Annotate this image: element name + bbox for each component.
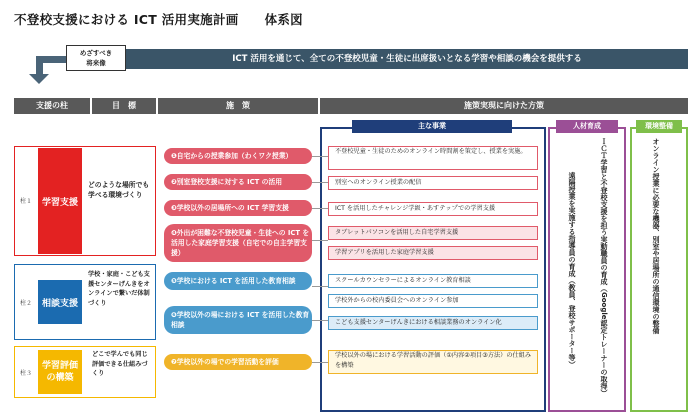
- project-6: スクールカウンセラーによるオンライン教育相談: [328, 274, 538, 288]
- goal-label-box: [66, 45, 126, 71]
- project-8: こども支援センターげんきにおける相談業務のオンライン化: [328, 316, 538, 330]
- header-policy: 施策実現に向けた方策: [320, 98, 688, 114]
- title-main: 不登校支援における ICT 活用実施計画: [14, 12, 239, 27]
- hr-text-2: 遠隔授業を実施する指導員の育成（教員、登校サポーター等）: [568, 172, 576, 368]
- header-target: 目 標: [92, 98, 156, 114]
- goal-label-line2: 将来像: [86, 59, 106, 67]
- pillar1-frame: [14, 146, 156, 256]
- connector-5: [312, 286, 328, 287]
- header-measures: 施 策: [158, 98, 318, 114]
- connector-6: [312, 320, 328, 321]
- project-9: 学校以外の場における学習活動の評価（①内容②項目③方法）の仕組みを構築: [328, 350, 538, 374]
- goal-statement: ICT 活用を通じて、全ての不登校児童・生徒に出席扱いとなる学習や相談の機会を提供する: [126, 49, 688, 69]
- measure-5: ❺学校における ICT を活用した教育相談: [164, 272, 312, 290]
- header-pillar: 支援の柱: [14, 98, 90, 114]
- pillar3-target: どこで学んでも同じ評価できる仕組みづくり: [92, 351, 148, 377]
- env-text: オンライン授業に必要な機器、別室や居場所の通信環境の整備: [652, 138, 660, 334]
- measure-4: ❹外出が困難な不登校児童・生徒への ICT を活用した家庭学習支援（自宅での自主学習支援）: [164, 224, 312, 262]
- measure-6: ❻学校以外の場における ICT を活用した教育相談: [164, 306, 312, 334]
- project-7: 学校外からの校内委員会へのオンライン参加: [328, 294, 538, 308]
- pillar2-target: 学校・家庭・こども支援センターげんきをオンラインで繋いだ体制づくり: [88, 271, 150, 307]
- hr-text-1: ＩＣＴ学習と不登校支援を担う実動職員の育成（Google認定トレーナーの取得）: [600, 138, 608, 397]
- pillar2-name: 相談支援: [38, 280, 82, 324]
- connector-4: [312, 240, 328, 241]
- hr-title: 人材育成: [556, 120, 618, 133]
- main-projects-title: 主な事業: [352, 120, 512, 133]
- pillar1-target: どのような場所でも学べる環境づくり: [88, 181, 150, 199]
- pillar3-number: 柱３: [20, 370, 33, 377]
- measure-7: ❼学校以外の場での学習活動を評価: [164, 354, 312, 370]
- connector-2: [312, 182, 328, 183]
- measure-2: ❷別室登校支援に対する ICT の活用: [164, 174, 312, 190]
- pillar1-name: 学習支援: [38, 148, 82, 254]
- page-title: [14, 10, 303, 28]
- connector-7: [312, 362, 328, 363]
- connector-3: [312, 208, 328, 209]
- measure-3: ❸学校以外の居場所への ICT 学習支援: [164, 200, 312, 216]
- env-title: 環境整備: [636, 120, 682, 133]
- goal-arrow-head-icon: [29, 74, 49, 84]
- project-1: 不登校児童・生徒のためのオンライン時間割を策定し、授業を実施。: [328, 146, 538, 170]
- project-3: ICT を活用したチャレンジ学級・あすテップでの学習支援: [328, 202, 538, 216]
- pillar2-number: 柱２: [20, 300, 33, 307]
- measure-1: ❶自宅からの授業参加（わくワク授業）: [164, 148, 312, 164]
- goal-label-line1: めざすべき: [79, 49, 113, 57]
- hr-frame: [548, 127, 626, 412]
- pillar3-name: 学習評価の構築: [38, 350, 82, 394]
- goal-arrow-vertical: [36, 56, 43, 76]
- project-4: タブレットパソコンを活用した自宅学習支援: [328, 226, 538, 240]
- title-sub: 体系図: [264, 12, 303, 27]
- project-5: 学習アプリを活用した家庭学習支援: [328, 246, 538, 260]
- project-2: 別室へのオンライン授業の配信: [328, 176, 538, 190]
- connector-1: [312, 156, 328, 157]
- pillar1-number: 柱１: [20, 198, 33, 205]
